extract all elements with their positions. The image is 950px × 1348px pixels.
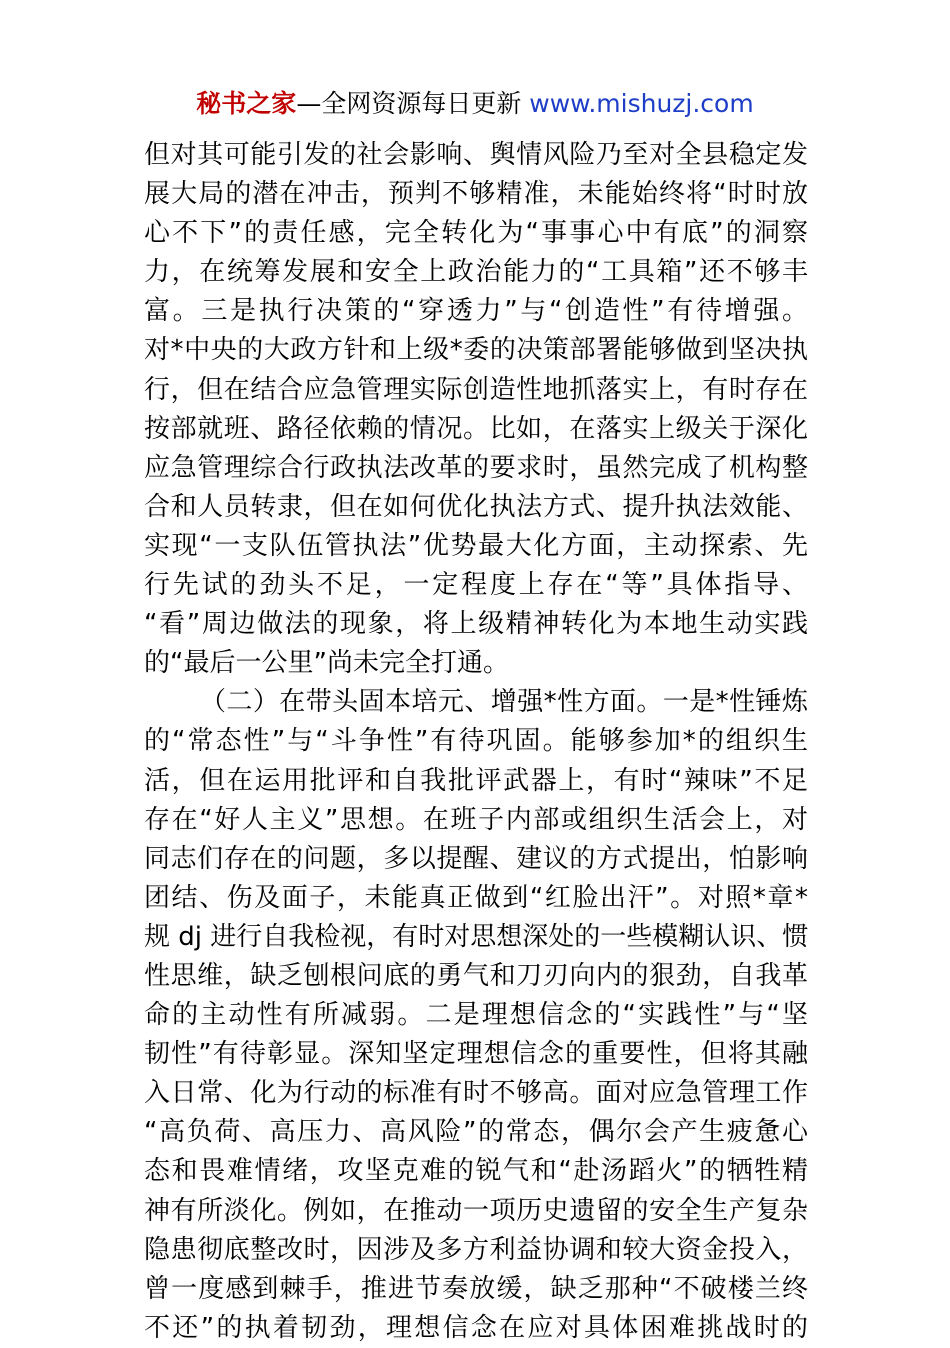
text-line: 按部就班、路径依赖的情况。比如，在落实上级关于深化 — [144, 413, 808, 444]
text-line: 隐患彻底整改时，因涉及多方利益协调和较大资金投入， — [144, 1234, 808, 1265]
text-line: “看”周边做法的现象，将上级精神转化为本地生动实践 — [144, 609, 808, 640]
text-line: 但对其可能引发的社会影响、舆情风险乃至对全县稳定发 — [144, 140, 808, 170]
text-line: 存在“好人主义”思想。在班子内部或组织生活会上，对 — [144, 804, 808, 835]
text-line: 富。三是执行决策的“穿透力”与“创造性”有待增强。 — [144, 296, 808, 327]
text-line: 不还”的执着韧劲，理想信念在应对具体困难挑战时的 — [144, 1312, 808, 1343]
text-line: 的“常态性”与“斗争性”有待巩固。能够参加*的组织生 — [144, 726, 808, 757]
text-line: 对*中央的大政方针和上级*委的决策部署能够做到坚决执 — [144, 335, 808, 366]
text-line: 神有所淡化。例如，在推动一项历史遗留的安全生产复杂 — [144, 1195, 808, 1226]
text-line: 的“最后一公里”尚未完全打通。 — [144, 648, 509, 679]
text-line: 展大局的潜在冲击，预判不够精准，未能始终将“时时放 — [144, 179, 808, 210]
text-line: 应急管理综合行政执法改革的要求时，虽然完成了机构整 — [144, 452, 808, 483]
text-line: 规 dj 进行自我检视，有时对思想深处的一些模糊认识、惯 — [144, 921, 809, 952]
text-line: 实现“一支队伍管执法”优势最大化方面，主动探索、先 — [144, 530, 808, 561]
text-line: 力，在统筹发展和安全上政治能力的“工具箱”还不够丰 — [144, 257, 808, 288]
text-line: 团结、伤及面子，未能真正做到“红脸出汗”。对照*章* — [144, 882, 808, 913]
text-line: 合和人员转隶，但在如何优化执法方式、提升执法效能、 — [144, 491, 808, 522]
header-tagline: —全网资源每日更新 — [296, 89, 522, 118]
text-line: 命的主动性有所减弱。二是理想信念的“实践性”与“坚 — [144, 1000, 808, 1031]
document-body — [144, 136, 808, 1348]
text-line: 态和畏难情绪，攻坚克难的锐气和“赴汤蹈火”的牺牲精 — [144, 1156, 808, 1187]
text-line: 性思维，缺乏刨根问底的勇气和刀刃向内的狠劲，自我革 — [144, 960, 808, 991]
brand-name: 秘书之家 — [196, 89, 297, 118]
text-line: 心不下”的责任感，完全转化为“事事心中有底”的洞察 — [144, 218, 808, 249]
text-line: 行先试的劲头不足，一定程度上存在“等”具体指导、 — [144, 570, 808, 601]
text-line: 曾一度感到棘手，推进节奏放缓，缺乏那种“不破楼兰终 — [144, 1273, 808, 1304]
text-line: 同志们存在的问题，多以提醒、建议的方式提出，怕影响 — [144, 843, 808, 874]
page-header — [0, 86, 950, 122]
text-line: 活，但在运用批评和自我批评武器上，有时“辣味”不足 — [144, 765, 808, 796]
text-line: 行，但在结合应急管理实际创造性地抓落实上，有时存在 — [144, 374, 808, 405]
text-line: 入日常、化为行动的标准有时不够高。面对应急管理工作 — [144, 1078, 808, 1109]
section-heading-line: （二）在带头固本培元、增强*性方面。一是*性锤炼 — [200, 687, 808, 718]
text-line: “高负荷、高压力、高风险”的常态，偶尔会产生疲惫心 — [144, 1117, 808, 1148]
text-line: 韧性”有待彰显。深知坚定理想信念的重要性，但将其融 — [144, 1039, 808, 1070]
header-url: www.mishuzj.com — [529, 89, 754, 118]
